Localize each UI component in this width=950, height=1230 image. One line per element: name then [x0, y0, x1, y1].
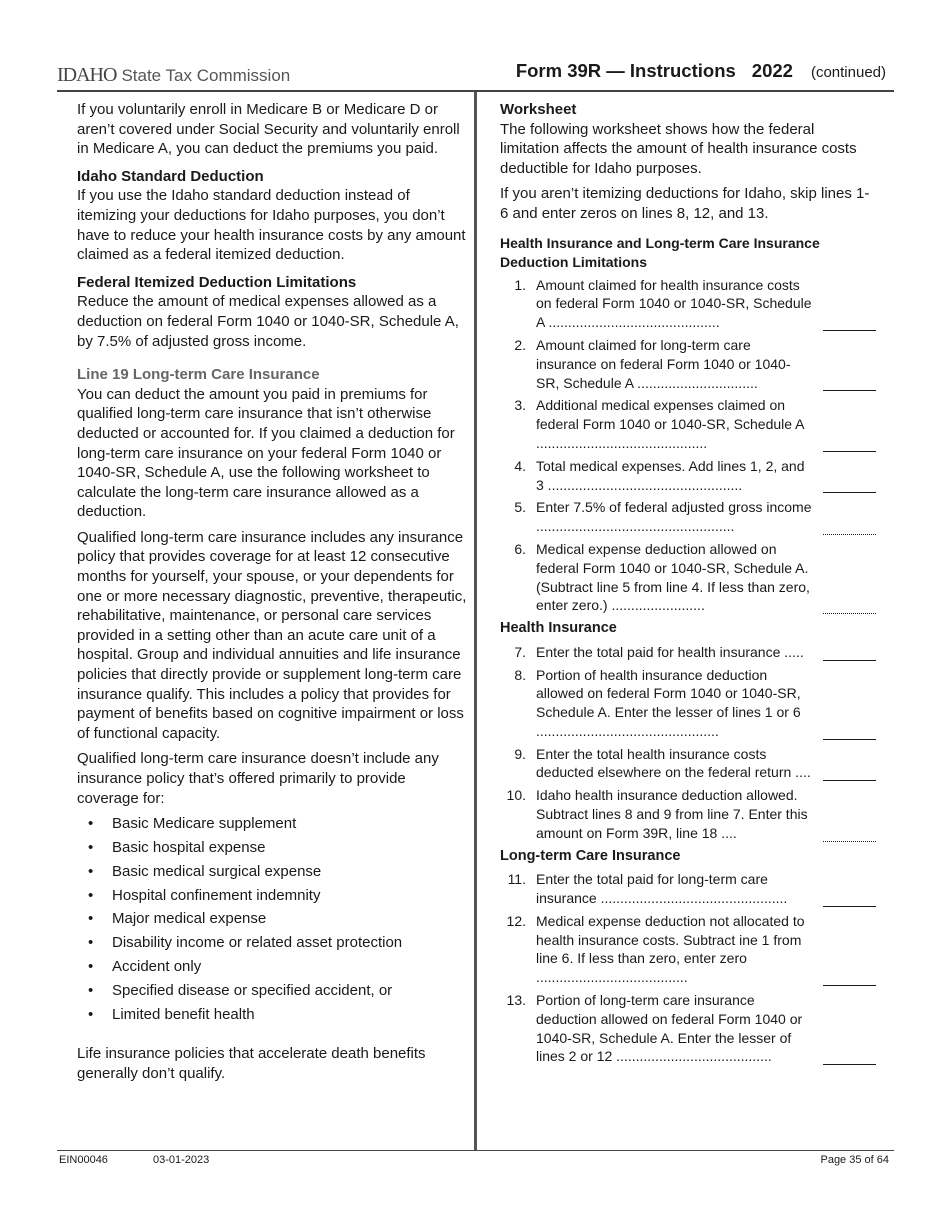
form-year: 2022 [751, 60, 793, 81]
worksheet-line: 5. Enter 7.5% of federal adjusted gross income ................................................... [500, 498, 876, 536]
standard-deduction-heading: Idaho Standard Deduction [77, 167, 264, 185]
list-item: • Basic hospital expense [88, 838, 266, 856]
worksheet-table-heading: Health Insurance and Long-term Care Insurance Deduction Limitations [500, 234, 820, 270]
form-title: Form 39R — Instructions [515, 60, 736, 81]
worksheet-line: 13. Portion of long-term care insurance deduction allowed on federal Form 1040 or 1040-SR, Schedule A. Enter the lesser of lines 2 or 12 ........................................ [500, 991, 876, 1066]
standard-deduction-text: If you use the Idaho standard deduction instead of itemizing your deductions for Idaho purposes, you don’t have to reduce your health insurance costs by any amount claimed as a federal itemized deduction. [77, 187, 466, 264]
worksheet-line: 1. Amount claimed for health insurance costs on federal Form 1040 or 1040-SR, Schedule A ............................................ [500, 276, 876, 332]
column-divider [474, 92, 477, 1151]
footer-rule [57, 1150, 894, 1151]
amount-blank [823, 613, 876, 614]
worksheet-line: 10. Idaho health insurance deduction allowed. Subtract lines 8 and 9 from line 7. Enter this amount on Form 39R, line 18 .... [500, 786, 876, 842]
worksheet-line: 2. Amount claimed for long-term care insurance on federal Form 1040 or 1040-SR, Schedule A ............................... [500, 336, 876, 392]
amount-blank [823, 451, 876, 452]
bullet-icon: • [88, 815, 94, 833]
bullet-icon: • [88, 910, 94, 928]
list-item: • Limited benefit health [88, 1005, 255, 1023]
worksheet-line: 9. Enter the total health insurance costs deducted elsewhere on the federal return .... [500, 745, 876, 783]
page-number: Page 35 of 64 [820, 1154, 889, 1166]
amount-blank [823, 841, 876, 842]
worksheet-line: 11. Enter the total paid for long-term care insurance ................................................ [500, 870, 876, 908]
list-item: • Basic medical surgical expense [88, 862, 322, 880]
qualified-ltc-text: Qualified long-term care insurance includes any insurance policy that provides coverage for at least 12 consecutive months for yourself, your spouse, or your dependents for one or more necessary diagnostic, preventive, therapeutic, rehabilitative, maintenance, or personal care services provided in a setting other than an acute care unit of a hospital. Group and individual annuities and life insurance policies that directly provide or supplement long-term care insurance qualify. This includes a policy that provides for payment of benefits based on cognitive impairment or loss of functional capacity. [77, 528, 467, 742]
amount-blank [823, 985, 876, 986]
worksheet-line: 7. Enter the total paid for health insurance ..... [500, 643, 876, 662]
list-item: • Specified disease or specified accident, or [88, 981, 393, 999]
closing-note: Life insurance policies that accelerate death benefits generally don’t qualify. [77, 1045, 426, 1082]
form-code: EIN00046 [59, 1154, 108, 1166]
federal-limitations-heading: Federal Itemized Deduction Limitations [77, 273, 357, 291]
amount-blank [823, 660, 876, 661]
form-title-block [516, 60, 886, 82]
worksheet-skip-note: If you aren’t itemizing deductions for Idaho, skip lines 1-6 and enter zeros on lines 8, 12, and 13. [500, 185, 870, 222]
right-column [500, 100, 876, 1070]
line19-text: You can deduct the amount you paid in premiums for qualified long-term care insurance that isn’t otherwise deducted or accounted for. If you claimed a deduction for long-term care insurance on your federal Form 1040 or 1040-SR, Schedule A, use the following worksheet to calculate the long-term care insurance allowed as a deduction. [77, 385, 455, 521]
worksheet-line: 4. Total medical expenses. Add lines 1, 2, and 3 .................................................. [500, 457, 876, 495]
amount-blank [823, 492, 876, 493]
amount-blank [823, 739, 876, 740]
bullet-icon: • [88, 838, 94, 856]
bullet-icon: • [88, 934, 94, 952]
amount-blank [823, 780, 876, 781]
list-item: • Disability income or related asset protection [88, 934, 403, 952]
revision-date: 03-01-2023 [153, 1154, 210, 1166]
amount-blank [823, 534, 876, 535]
list-item: • Accident only [88, 957, 202, 975]
amount-blank [823, 390, 876, 391]
ltc-insurance-heading: Long-term Care Insurance [500, 847, 681, 864]
idaho-wordmark: IDAHO [57, 64, 117, 86]
bullet-icon: • [88, 957, 94, 975]
list-item: • Hospital confinement indemnity [88, 886, 321, 904]
exclusions-intro: Qualified long-term care insurance doesn’t include any insurance policy that’s offered primarily to provide coverage for: [77, 750, 439, 807]
agency-name: State Tax Commission [121, 66, 291, 85]
amount-blank [823, 906, 876, 907]
federal-limitations-text: Reduce the amount of medical expenses allowed as a deduction on federal Form 1040 or 1040-SR, Schedule A, by 7.5% of adjusted gross income. [77, 293, 459, 350]
worksheet-intro: The following worksheet shows how the federal limitation affects the amount of health insurance costs deductible for Idaho purposes. [500, 120, 857, 177]
continued-label: (continued) [810, 64, 886, 81]
exclusions-list [77, 814, 469, 1028]
worksheet-heading: Worksheet [500, 101, 577, 118]
page-header [57, 58, 894, 90]
line19-heading: Line 19 Long-term Care Insurance [77, 366, 320, 384]
left-column [77, 100, 469, 1090]
amount-blank [823, 1064, 876, 1065]
worksheet-line: 3. Additional medical expenses claimed on federal Form 1040 or 1040-SR, Schedule A ............................................ [500, 396, 876, 452]
worksheet-line: 6. Medical expense deduction allowed on federal Form 1040 or 1040-SR, Schedule A. (Subtract line 5 from line 4. If less than zero, enter zero.) ........................ [500, 540, 876, 615]
amount-blank [823, 330, 876, 331]
agency-logo [57, 64, 290, 87]
bullet-icon: • [88, 1005, 94, 1023]
list-item: • Basic Medicare supplement [88, 815, 297, 833]
worksheet-line: 8. Portion of health insurance deduction allowed on federal Form 1040 or 1040-SR, Schedule A. Enter the lesser of lines 1 or 6 ............................................... [500, 666, 876, 741]
worksheet-line: 12. Medical expense deduction not allocated to health insurance costs. Subtract ine 1 from line 6. If less than zero, enter zero ....................................... [500, 912, 876, 987]
bullet-icon: • [88, 862, 94, 880]
bullet-icon: • [88, 886, 94, 904]
health-insurance-heading: Health Insurance [500, 620, 617, 637]
medicare-paragraph: If you voluntarily enroll in Medicare B or Medicare D or aren’t covered under Social Security and voluntarily enroll in Medicare A, you can deduct the premiums you paid. [77, 101, 460, 158]
bullet-icon: • [88, 981, 94, 999]
list-item: • Major medical expense [88, 910, 267, 928]
